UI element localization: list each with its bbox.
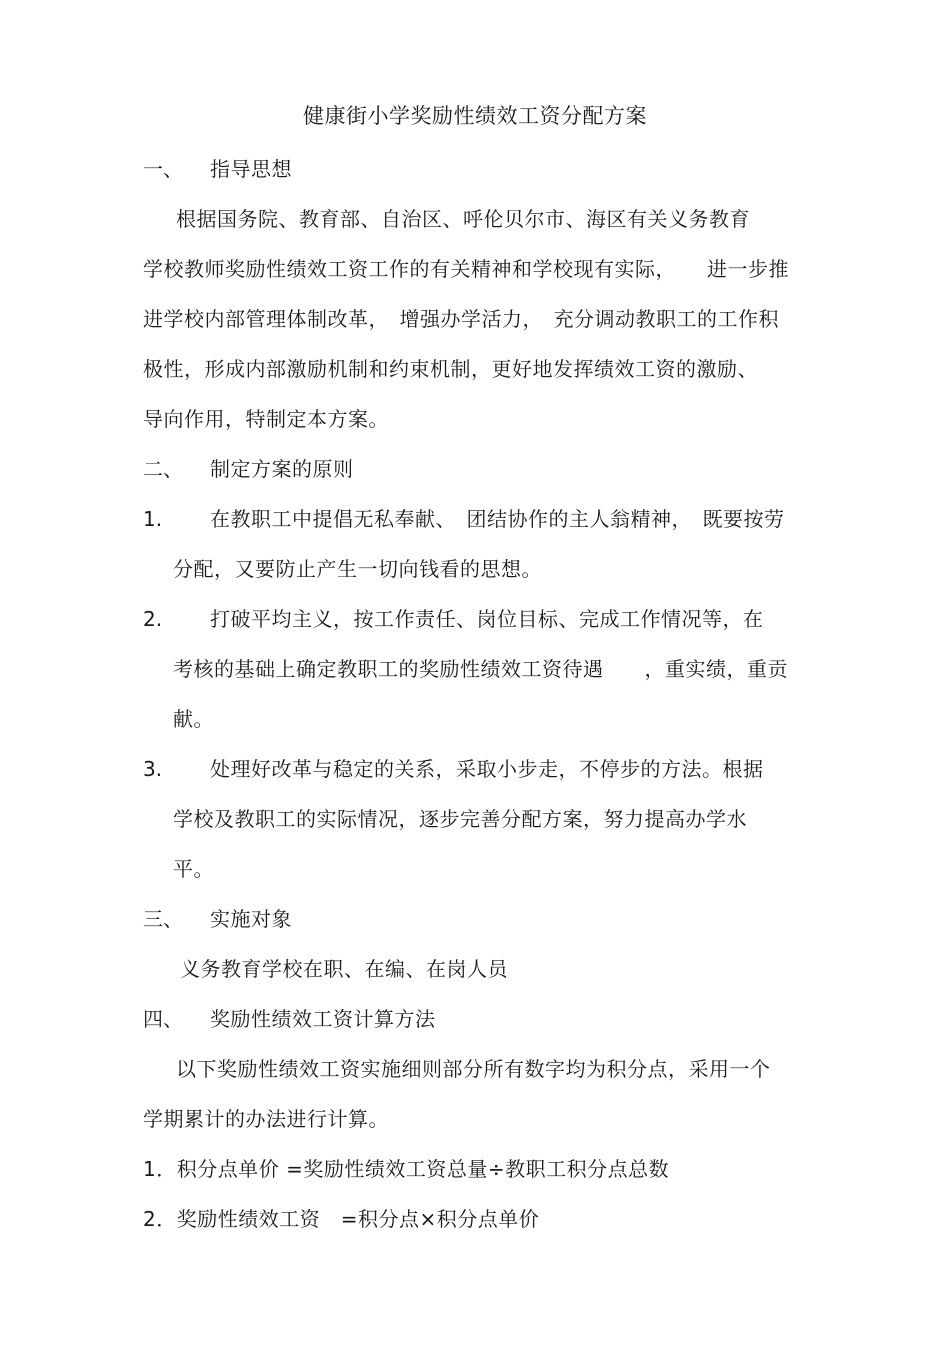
item-1-line: 在教职工中提倡无私奉献、 团结协作的主人翁精神， 既要按劳 xyxy=(210,507,785,531)
section-1-line: 导向作用，特制定本方案。 xyxy=(143,407,389,431)
item-1-number: 1. xyxy=(143,507,163,531)
item-2-line: 献。 xyxy=(173,707,214,731)
section-1-heading: 指导思想 xyxy=(210,157,292,181)
item-2-line: 考核的基础上确定教职工的奖励性绩效工资待遇 ，重实绩，重贡 xyxy=(173,657,788,681)
section-1-line: 学校教师奖励性绩效工资工作的有关精神和学校现有实际， 进一步推 xyxy=(143,257,789,281)
item-3-line: 学校及教职工的实际情况，逐步完善分配方案，努力提高办学水 xyxy=(173,807,747,831)
formula-line: 2．奖励性绩效工资 =积分点×积分点单价 xyxy=(143,1207,540,1231)
section-1-line: 进学校内部管理体制改革， 增强办学活力， 充分调动教职工的工作积 xyxy=(143,307,779,331)
item-1-line: 分配，又要防止产生一切向钱看的思想。 xyxy=(173,557,542,581)
section-1-line: 根据国务院、教育部、自治区、呼伦贝尔市、海区有关义务教育 xyxy=(176,207,750,231)
section-2-number: 二、 xyxy=(143,457,183,481)
document-title: 健康街小学奖励性绩效工资分配方案 xyxy=(303,104,647,128)
section-2-heading: 制定方案的原则 xyxy=(210,457,354,481)
section-1-number: 一、 xyxy=(143,157,183,181)
section-4-number: 四、 xyxy=(143,1007,183,1031)
item-3-line: 平。 xyxy=(173,857,214,881)
section-4-heading: 奖励性绩效工资计算方法 xyxy=(210,1007,436,1031)
section-3-number: 三、 xyxy=(143,907,183,931)
formula-line: 1．积分点单价 =奖励性绩效工资总量÷教职工积分点总数 xyxy=(143,1157,670,1181)
item-2-number: 2. xyxy=(143,607,163,631)
section-4-line: 以下奖励性绩效工资实施细则部分所有数字均为积分点，采用一个 xyxy=(176,1057,771,1081)
item-3-number: 3. xyxy=(143,757,163,781)
item-3-line: 处理好改革与稳定的关系，采取小步走，不停步的方法。根据 xyxy=(210,757,764,781)
section-3-line: 义务教育学校在职、在编、在岗人员 xyxy=(180,957,508,981)
section-4-line: 学期累计的办法进行计算。 xyxy=(143,1107,389,1131)
section-1-line: 极性，形成内部激励机制和约束机制，更好地发挥绩效工资的激励、 xyxy=(143,357,758,381)
item-2-line: 打破平均主义，按工作责任、岗位目标、完成工作情况等，在 xyxy=(210,607,764,631)
section-3-heading: 实施对象 xyxy=(210,907,292,931)
